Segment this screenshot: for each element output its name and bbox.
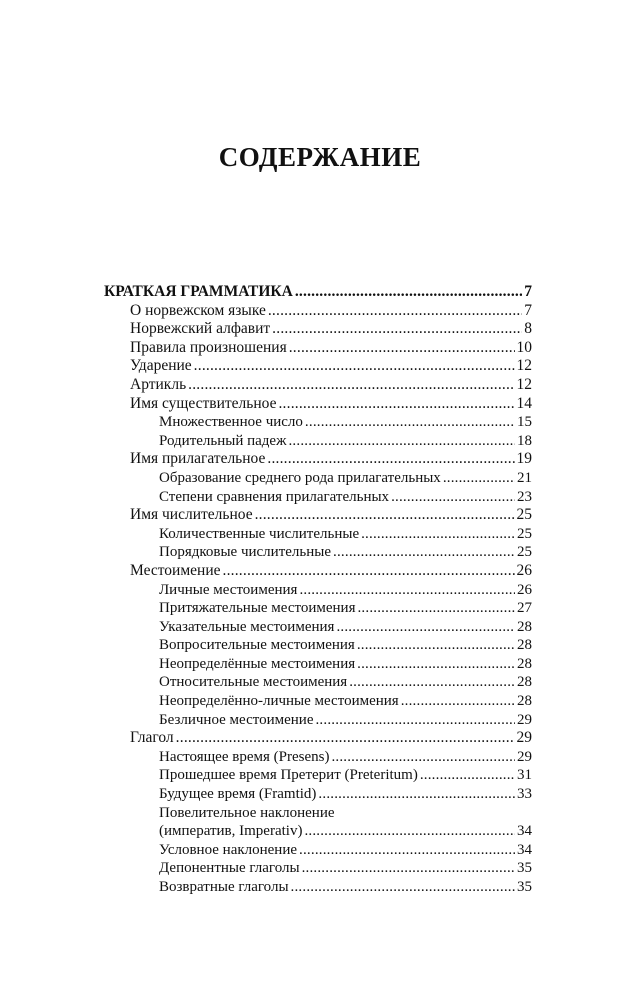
toc-entry-label: Повелительное наклонение <box>159 804 335 821</box>
dot-leader <box>288 432 515 451</box>
toc-entry <box>104 562 532 581</box>
toc-entry-label: Норвежский алфавит <box>130 320 271 338</box>
toc-entry <box>104 673 532 692</box>
toc-entry-label: Условное наклонение <box>159 841 298 858</box>
dot-leader <box>420 766 515 785</box>
dot-leader <box>315 711 515 730</box>
toc-entry-label: Возвратные глаголы <box>159 879 289 895</box>
dot-leader <box>443 469 515 488</box>
toc-entry-label: Личные местоимения <box>159 581 298 598</box>
toc-entry-page-number: 27 <box>517 600 532 617</box>
dot-leader <box>349 673 515 692</box>
toc-entry-label: Количественные числительные <box>159 525 360 542</box>
toc-entry-page-number: 29 <box>517 748 532 765</box>
dot-leader <box>336 618 515 637</box>
toc-entry-page-number: 28 <box>517 674 532 691</box>
toc-entry <box>104 729 532 748</box>
toc-entry-label: Образование среднего рода прилагательных <box>159 469 441 486</box>
dot-leader <box>291 878 515 897</box>
toc-entry-page-number: 28 <box>517 693 532 710</box>
toc-entry-page-number: 34 <box>517 823 532 840</box>
toc-entry-label: Глагол <box>130 729 174 747</box>
toc-entry-label: Депонентные глаголы <box>159 860 300 877</box>
toc-entry-label: Правила произношения <box>130 338 287 356</box>
toc-entry <box>104 506 532 525</box>
toc-entry <box>104 655 532 674</box>
toc-entry-label: Неопределённо-личные местоимения <box>159 693 399 710</box>
dot-leader <box>267 450 514 469</box>
toc-entry-page-number: 29 <box>516 729 532 747</box>
dot-leader <box>268 302 522 321</box>
toc-entry-page-number: 25 <box>517 544 532 561</box>
toc-entry <box>104 841 532 860</box>
dot-leader <box>357 636 515 655</box>
toc-entry <box>104 357 532 376</box>
toc-entry-page-number: 25 <box>517 525 532 542</box>
dot-leader <box>289 339 515 358</box>
dot-leader <box>272 320 522 339</box>
toc-entry <box>104 785 532 804</box>
toc-entry-label: Настоящее время (Presens) <box>159 748 330 765</box>
toc-entry-label: Имя существительное <box>130 394 277 412</box>
toc-entry <box>104 395 532 414</box>
toc-entry <box>104 469 532 488</box>
dot-leader <box>302 859 515 878</box>
dot-leader <box>194 357 515 376</box>
toc-entry <box>104 450 532 469</box>
toc-entry-label: Степени сравнения прилагательных <box>159 488 390 505</box>
dot-leader <box>295 283 522 302</box>
dot-leader <box>357 599 515 618</box>
toc-entry-page-number: 28 <box>517 655 532 672</box>
toc-entry-label: Прошедшее время Претерит (Preteritum) <box>159 767 418 784</box>
toc-entry <box>104 320 532 339</box>
toc-entry-page-number: 28 <box>517 637 532 654</box>
dot-leader <box>357 655 515 674</box>
toc-entry-page-number: 10 <box>516 338 532 356</box>
toc-entry-label: Множественное число <box>159 414 303 431</box>
toc-entry <box>104 878 532 897</box>
toc-entry-label: Местоимение <box>130 561 221 579</box>
toc-entry-page-number: 29 <box>517 711 532 728</box>
dot-leader <box>223 562 515 581</box>
toc-entry <box>104 859 532 878</box>
dot-leader <box>299 581 515 600</box>
toc-entry-page-number: 25 <box>516 506 532 524</box>
toc-entry <box>104 376 532 395</box>
toc-entry-label: Притяжательные местоимения <box>159 600 356 617</box>
toc-entry-page-number: 26 <box>517 581 532 598</box>
toc-entry-page-number: 26 <box>516 561 532 579</box>
dot-leader <box>176 729 515 748</box>
dot-leader <box>401 692 515 711</box>
toc-entry <box>104 413 532 432</box>
toc-entry-page-number: 35 <box>517 860 532 877</box>
dot-leader <box>361 525 515 544</box>
dot-leader <box>318 785 515 804</box>
toc-entry-page-number: 23 <box>517 488 532 505</box>
toc-entry-page-number: 18 <box>517 432 532 449</box>
toc-entry-label: Неопределённые местоимения <box>159 655 356 672</box>
dot-leader <box>304 822 515 841</box>
toc-entry-label: Родительный падеж <box>159 432 287 449</box>
toc-entry <box>104 283 532 302</box>
page-title: СОДЕРЖАНИЕ <box>218 142 422 172</box>
toc-entry <box>104 822 532 841</box>
toc-entry <box>104 692 532 711</box>
dot-leader <box>255 506 515 525</box>
toc-entry-page-number: 12 <box>516 375 532 393</box>
toc-entry-label: Ударение <box>130 357 192 375</box>
toc-entry <box>104 525 532 544</box>
toc-entry-label: Артикль <box>130 375 187 393</box>
toc-entry-page-number: 14 <box>516 394 532 412</box>
toc-entry <box>104 432 532 451</box>
toc-entry-label: Имя прилагательное <box>130 450 266 468</box>
toc-entry-page-number: 7 <box>524 283 532 300</box>
toc-entry <box>104 711 532 730</box>
dot-leader <box>278 395 514 414</box>
toc-entry-label: О норвежском языке <box>130 301 266 319</box>
toc-entry <box>104 618 532 637</box>
toc-entry <box>104 339 532 358</box>
dot-leader <box>333 543 515 562</box>
dot-leader <box>188 376 514 395</box>
dot-leader <box>331 748 515 767</box>
toc-entry-page-number: 19 <box>516 450 532 468</box>
toc-entry-label: Указательные местоимения <box>159 618 335 635</box>
toc-entry <box>104 599 532 618</box>
toc-entry <box>104 543 532 562</box>
toc-entry <box>104 766 532 785</box>
toc-entry-page-number: 31 <box>517 767 532 784</box>
toc-entry <box>104 748 532 767</box>
toc-entry-page-number: 35 <box>517 879 532 895</box>
toc-entry <box>104 581 532 600</box>
toc-entry <box>104 636 532 655</box>
toc-entry-page-number: 34 <box>517 841 532 858</box>
toc-entry-label: КРАТКАЯ ГРАММАТИКА <box>104 283 293 300</box>
toc-entry-page-number: 8 <box>524 320 532 338</box>
toc-entry-page-number: 12 <box>516 357 532 375</box>
toc-entry-label: (императив, Imperativ) <box>159 823 303 840</box>
toc-entry <box>104 488 532 507</box>
toc-entry-page-number: 15 <box>517 414 532 431</box>
toc-entry <box>104 302 532 321</box>
toc-entry-label: Относительные местоимения <box>159 674 348 691</box>
dot-leader <box>299 841 515 860</box>
toc-entry-label: Имя числительное <box>130 506 253 524</box>
toc-entry-page-number: 33 <box>517 786 532 803</box>
toc-entry-label: Безличное местоимение <box>159 711 314 728</box>
toc-entry <box>104 804 532 823</box>
toc-entry-label: Порядковые числительные <box>159 544 332 561</box>
table-of-contents <box>104 283 532 897</box>
dot-leader <box>305 413 515 432</box>
toc-entry-label: Вопросительные местоимения <box>159 637 355 654</box>
toc-entry-label: Будущее время (Framtid) <box>159 786 317 803</box>
toc-entry-page-number: 28 <box>517 618 532 635</box>
toc-entry-page-number: 21 <box>517 469 532 486</box>
toc-entry-page-number: 7 <box>524 301 532 319</box>
dot-leader <box>391 488 515 507</box>
